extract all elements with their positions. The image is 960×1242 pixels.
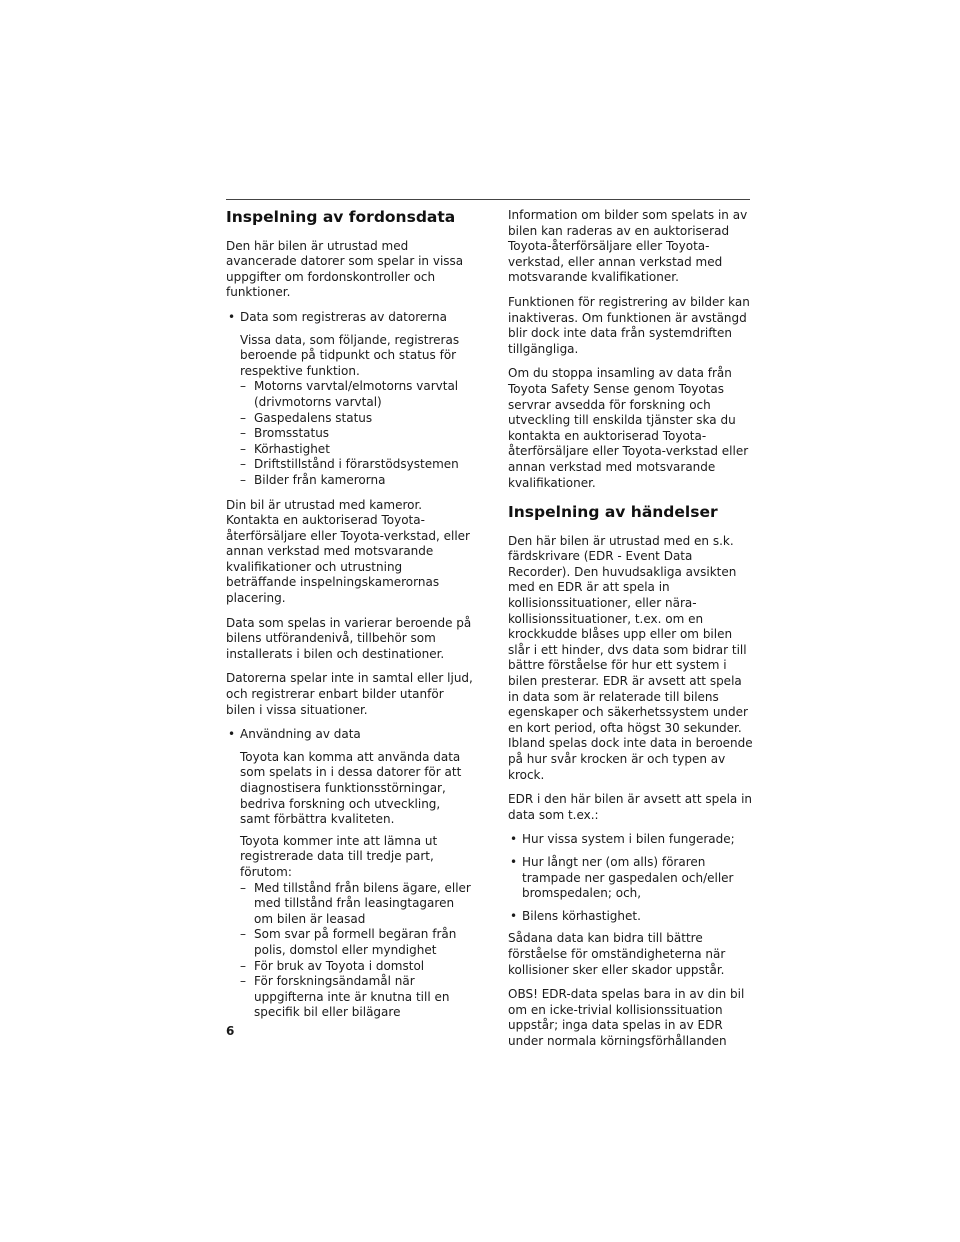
- page-number: 6: [226, 1024, 235, 1038]
- intro-paragraph: Den här bilen är utrustad med avancerade datorer som spelar in vissa uppgifter om fordonskontroller och funktioner.: [226, 238, 464, 300]
- data-usage-text: Toyota kan komma att använda data som spelats in i dessa datorer för att diagnostisera funktionsstörningar, bedriva forskning och utveckling, samt förbättra kvaliteten.: [240, 749, 462, 827]
- list-item: – Motorns varvtal/elmotorns varvtal (drivmotorns varvtal): [240, 379, 474, 410]
- section-heading: Inspelning av händelser: [508, 503, 718, 522]
- recorded-data-list: [226, 379, 474, 488]
- section-heading: Inspelning av fordonsdata: [226, 208, 456, 226]
- third-party-text: Toyota kommer inte att lämna ut registrerade data till tredje part, förutom:: [240, 833, 438, 879]
- list-item: – Med tillstånd från bilens ägare, eller med tillstånd från leasingtagaren om bilen är leasad: [240, 881, 474, 928]
- third-party-list: [226, 881, 474, 1021]
- obs-paragraph: OBS! EDR-data spelas bara in av din bil om en icke-trivial kollisionssituation uppstår; inga data spelas in av EDR under normala körningsförhållanden: [508, 987, 745, 1048]
- recorded-data-text: Vissa data, som följande, registreras beroende på tidpunkt och status för respektive funktion.: [240, 332, 460, 378]
- left-column: [226, 208, 474, 1030]
- audio-paragraph: Datorerna spelar inte in samtal eller ljud, och registrerar enbart bilder utanför bilen i vissa situationer.: [226, 671, 473, 717]
- edr-paragraph: Den här bilen är utrustad med en s.k. färdskrivare (EDR - Event Data Recorder). Den huvudsakliga avsikten med en EDR är att spela in kollisionssituationer, eller nära-kollisionssituationer, t.ex. om en krockkudde blåses upp eller om bilen slår i ett hinder, dvs data som bidrar till bättre förståelse för hur ett system i bilen presterar. EDR är avsett att spela in data som är relaterade till bilens egenskaper och säkerhetssystem under en kort period, ofta högst 30 sekunder. Ibland spelas dock inte data in beroende på hur svår krocken är och typen av krock.: [508, 533, 753, 782]
- edr-bullet: • Hur vissa system i bilen fungerade;: [508, 832, 756, 848]
- list-item: – Bilder från kamerorna: [240, 473, 474, 489]
- cameras-paragraph: Din bil är utrustad med kameror. Kontakta en auktoriserad Toyota-återförsäljare eller Toyota-verkstad, eller annan verkstad med motsvarande kvalifikationer och utrustning beträffande inspelningskamerornas placering.: [226, 497, 470, 606]
- list-item: – För bruk av Toyota i domstol: [240, 959, 474, 975]
- safety-sense-paragraph: Om du stoppa insamling av data från Toyota Safety Sense genom Toyotas servrar avsedda för forskning och utveckling till enskilda tjänster ska du kontakta en auktoriserad Toyota-återförsäljare eller Toyota-verkstad eller annan verkstad med motsvarande kvalifikationer.: [508, 366, 749, 490]
- understanding-paragraph: Sådana data kan bidra till bättre förståelse för omständigheterna när kollisioner sker eller skador uppstår.: [508, 931, 726, 977]
- edr-bullet: • Bilens körhastighet.: [508, 909, 756, 925]
- right-column: [508, 208, 756, 1059]
- list-item: – För forskningsändamål när uppgifterna inte är knutna till en specifik bil eller bilägare: [240, 974, 474, 1021]
- list-item: – Som svar på formell begäran från polis, domstol eller myndighet: [240, 927, 474, 958]
- varies-paragraph: Data som spelas in varierar beroende på bilens utförandenivå, tillbehör som installerats i bilen och destinationer.: [226, 615, 472, 661]
- list-item: – Gaspedalens status: [240, 411, 474, 427]
- list-item: – Bromsstatus: [240, 426, 474, 442]
- bullet-data-usage: • Användning av data: [226, 727, 474, 743]
- edr-data-paragraph: EDR i den här bilen är avsett att spela in data som t.ex.:: [508, 792, 753, 822]
- top-rule: [226, 199, 750, 200]
- deactivation-paragraph: Funktionen för registrering av bilder kan inaktiveras. Om funktionen är avstängd blir dock inte data från systemdriften tillgängliga.: [508, 294, 750, 356]
- edr-bullet: • Hur långt ner (om alls) föraren trampade ner gaspedalen och/eller bromspedalen; och,: [508, 855, 756, 902]
- bullet-recorded-data: • Data som registreras av datorerna: [226, 310, 474, 326]
- list-item: – Körhastighet: [240, 442, 474, 458]
- list-item: – Driftstillstånd i förarstödsystemen: [240, 457, 474, 473]
- image-info-paragraph: Information om bilder som spelats in av bilen kan raderas av en auktoriserad Toyota-återförsäljare eller Toyota-verkstad, eller annan verkstad med motsvarande kvalifikationer.: [508, 208, 748, 285]
